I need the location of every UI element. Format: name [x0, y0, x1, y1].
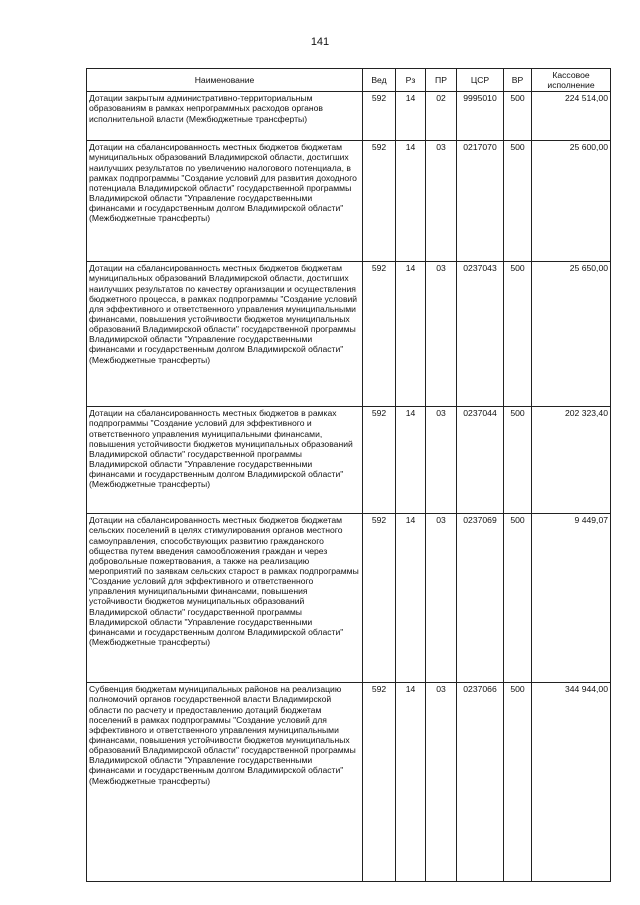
row-amount: 202 323,40: [532, 407, 611, 514]
row-name: Дотации на сбалансированность местных бюджетов бюджетам муниципальных образований Владимирской области, достигших наилучших результатов по увеличению налогового потенциала, в рамках подпрограммы "Создание условий для развития доходного потенциала Владимирской области" государственной программы Владимирской области "Управление государственными финансами и государственным долгом Владимирской области" (Межбюджетные трансферты): [87, 141, 363, 262]
table-row: [87, 262, 611, 407]
row-rz: 14: [396, 92, 426, 141]
table-row: [87, 92, 611, 141]
header-rz: Рз: [396, 69, 426, 92]
row-vr: 500: [504, 92, 532, 141]
row-rz: 14: [396, 262, 426, 407]
table-row: [87, 683, 611, 882]
row-pr: 03: [426, 141, 457, 262]
row-ved: 592: [363, 683, 396, 882]
header-csr: ЦСР: [457, 69, 504, 92]
row-amount: 25 650,00: [532, 262, 611, 407]
row-csr: 0237043: [457, 262, 504, 407]
row-ved: 592: [363, 92, 396, 141]
table-row: [87, 141, 611, 262]
row-vr: 500: [504, 514, 532, 683]
header-pr: ПР: [426, 69, 457, 92]
budget-execution-table: [86, 68, 611, 882]
header-vr: ВР: [504, 69, 532, 92]
header-name: Наименование: [87, 69, 363, 92]
row-amount: 224 514,00: [532, 92, 611, 141]
row-rz: 14: [396, 683, 426, 882]
row-vr: 500: [504, 141, 532, 262]
row-vr: 500: [504, 683, 532, 882]
row-csr: 0217070: [457, 141, 504, 262]
row-ved: 592: [363, 262, 396, 407]
row-ved: 592: [363, 141, 396, 262]
row-pr: 03: [426, 683, 457, 882]
row-ved: 592: [363, 407, 396, 514]
row-csr: 0237044: [457, 407, 504, 514]
row-ved: 592: [363, 514, 396, 683]
page-number: 141: [310, 36, 330, 48]
table-header-row: [87, 69, 611, 92]
row-name: Дотации на сбалансированность местных бюджетов бюджетам муниципальных образований Владимирской области, достигших наилучших результатов по качеству организации и осуществления бюджетного процесса, в рамках подпрограммы "Создание условий для эффективного и ответственного управления муниципальными финансами, повышения устойчивости бюджетов муниципальных образований Владимирской области" государственной программы Владимирской области "Управление государственными финансами и государственным долгом Владимирской области" (Межбюджетные трансферты): [87, 262, 363, 407]
table-row: [87, 514, 611, 683]
row-name: Дотации закрытым административно-территориальным образованиям в рамках непрограммных расходов органов исполнительной власти (Межбюджетные трансферты): [87, 92, 363, 141]
row-pr: 03: [426, 262, 457, 407]
row-vr: 500: [504, 262, 532, 407]
row-rz: 14: [396, 407, 426, 514]
row-name: Дотации на сбалансированность местных бюджетов бюджетам сельских поселений в целях стимулирования органов местного самоуправления, способствующих развитию гражданского общества путем введения самообложения граждан и через добровольные пожертвования, а также на реализацию мероприятий по заявкам сельских старост в рамках подпрограммы "Создание условий для эффективного и ответственного управления муниципальными финансами, повышения устойчивости бюджетов муниципальных образований Владимирской области" государственной программы Владимирской области "Управление государственными финансами и государственным долгом Владимирской области" (Межбюджетные трансферты): [87, 514, 363, 683]
header-amount: Кассовое исполнение: [532, 69, 611, 92]
table-row: [87, 407, 611, 514]
row-name: Дотации на сбалансированность местных бюджетов в рамках подпрограммы "Создание условий для эффективного и ответственного управления муниципальными финансами, повышения устойчивости бюджетов муниципальных образований Владимирской области" государственной программы Владимирской области "Управление государственными финансами и государственным долгом Владимирской области" (Межбюджетные трансферты): [87, 407, 363, 514]
row-amount: 9 449,07: [532, 514, 611, 683]
row-amount: 344 944,00: [532, 683, 611, 882]
row-csr: 9995010: [457, 92, 504, 141]
row-csr: 0237069: [457, 514, 504, 683]
row-rz: 14: [396, 514, 426, 683]
header-ved: Вед: [363, 69, 396, 92]
row-pr: 02: [426, 92, 457, 141]
row-pr: 03: [426, 514, 457, 683]
row-name: Субвенция бюджетам муниципальных районов на реализацию полномочий органов государственной власти Владимирской области по расчету и предоставлению дотаций бюджетам поселений в рамках подпрограммы "Создание условий для эффективного и ответственного управления муниципальными финансами, повышения устойчивости бюджетов муниципальных образований Владимирской области" государственной программы Владимирской области "Управление государственными финансами и государственным долгом Владимирской области" (Межбюджетные трансферты): [87, 683, 363, 882]
row-rz: 14: [396, 141, 426, 262]
row-pr: 03: [426, 407, 457, 514]
row-amount: 25 600,00: [532, 141, 611, 262]
row-csr: 0237066: [457, 683, 504, 882]
row-vr: 500: [504, 407, 532, 514]
